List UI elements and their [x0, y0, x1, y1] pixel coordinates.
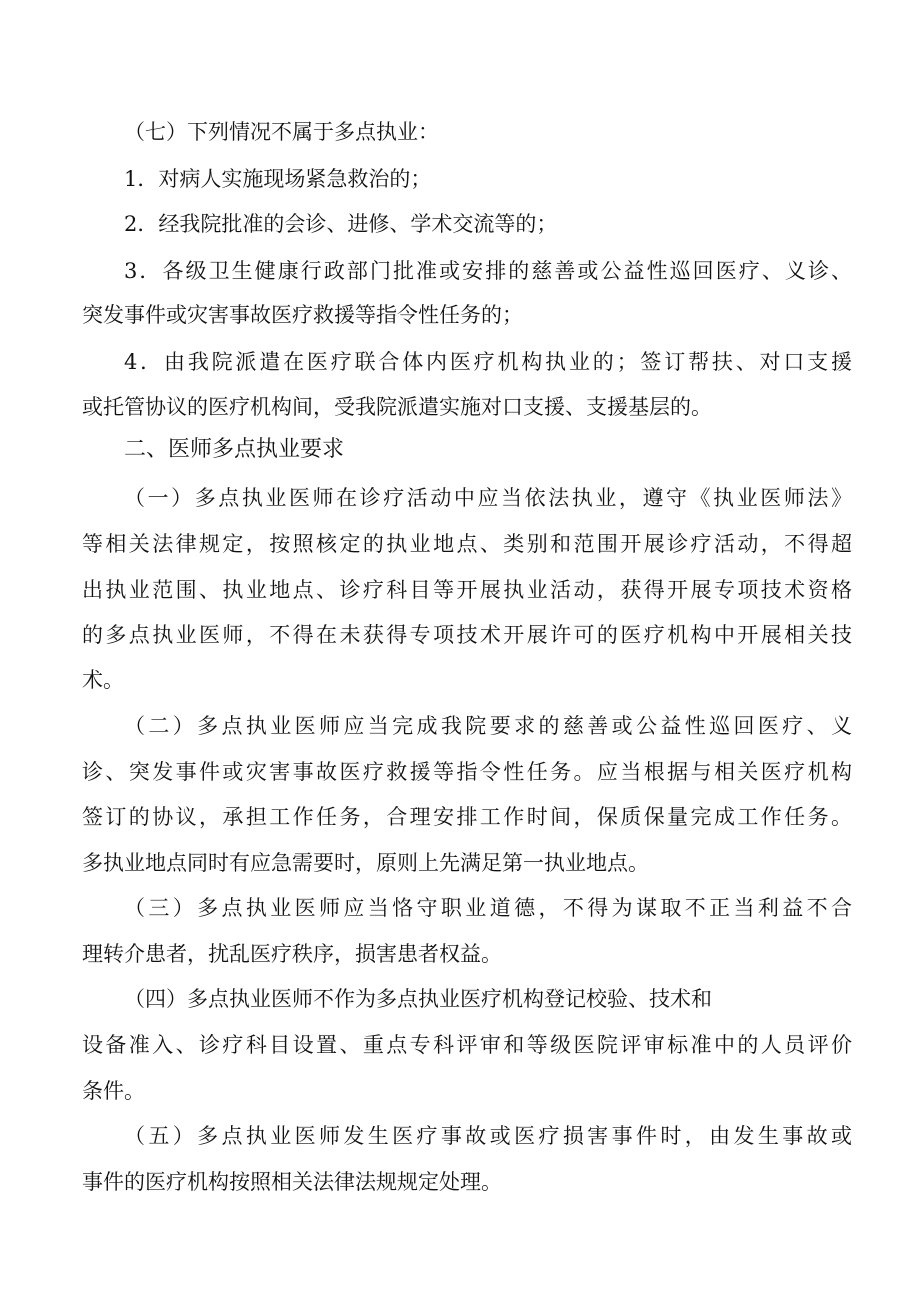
- para3-line-1: （三）多点执业医师应当恪守职业道德，不得为谋取不正当利益不合: [124, 896, 852, 920]
- item7-point-1: 1．对病人实施现场紧急救治的；: [124, 167, 432, 191]
- para3-line-2: 理转介患者，扰乱医疗秩序，损害患者权益。: [82, 942, 502, 966]
- item7-point-4-cont: 或托管协议的医疗机构间，受我院派遣实施对口支援、支援基层的。: [82, 395, 712, 419]
- para1-line-1: （一）多点执业医师在诊疗活动中应当依法执业，遵守《执业医师法》: [124, 486, 852, 510]
- para5-line-1: （五）多点执业医师发生医疗事故或医疗损害事件时，由发生事故或: [124, 1124, 852, 1148]
- item7-point-4: 4．由我院派遣在医疗联合体内医疗机构执业的；签订帮扶、对口支援: [124, 350, 852, 374]
- para4-line-3: 条件。: [82, 1079, 145, 1103]
- item7-point-2: 2．经我院批准的会诊、进修、学术交流等的；: [124, 212, 558, 236]
- para5-line-2: 事件的医疗机构按照相关法律法规规定处理。: [82, 1170, 502, 1194]
- para2-line-4: 多执业地点同时有应急需要时，原则上先满足第一执业地点。: [82, 851, 649, 875]
- section-heading: 二、医师多点执业要求: [124, 437, 345, 462]
- item7-point-3: 3．各级卫生健康行政部门批准或安排的慈善或公益性巡回医疗、义诊、: [124, 259, 852, 283]
- para1-line-3: 出执业范围、执业地点、诊疗科目等开展执业活动，获得开展专项技术资格: [82, 578, 852, 602]
- para2-line-3: 签订的协议，承担工作任务，合理安排工作时间，保质保量完成工作任务。: [82, 805, 852, 829]
- para1-line-5: 术。: [82, 668, 124, 692]
- para4-line-2: 设备准入、诊疗科目设置、重点专科评审和等级医院评审标准中的人员评价: [82, 1033, 852, 1057]
- para2-line-2: 诊、突发事件或灾害事故医疗救援等指令性任务。应当根据与相关医疗机构: [82, 760, 852, 784]
- item7-title: （七）下列情况不属于多点执业：: [124, 120, 439, 144]
- para1-line-2: 等相关法律规定，按照核定的执业地点、类别和范围开展诊疗活动，不得超: [82, 532, 852, 556]
- para2-line-1: （二）多点执业医师应当完成我院要求的慈善或公益性巡回医疗、义: [124, 714, 852, 738]
- para1-line-4: 的多点执业医师，不得在未获得专项技术开展许可的医疗机构中开展相关技: [82, 623, 852, 647]
- para4-line-1: （四）多点执业医师不作为多点执业医疗机构登记校验、技术和: [124, 987, 712, 1011]
- item7-point-3-cont: 突发事件或灾害事故医疗救援等指令性任务的；: [82, 303, 523, 327]
